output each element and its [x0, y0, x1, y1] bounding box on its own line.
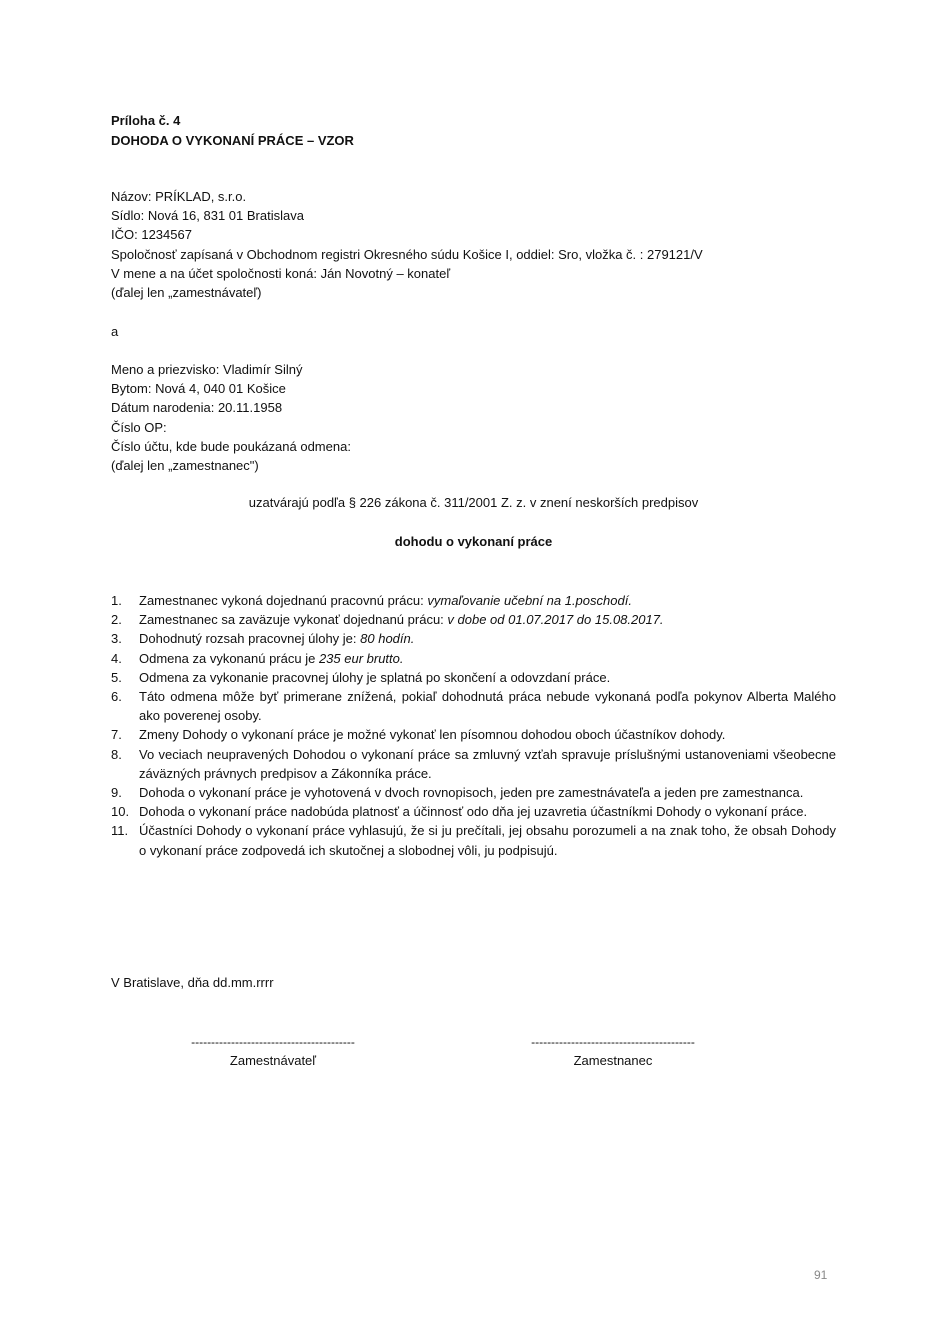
list-item: [111, 687, 836, 725]
employer-representative: V mene a na účet spoločnosti koná: Ján Novotný – konateľ: [111, 265, 451, 281]
employee-signature: [518, 1035, 708, 1071]
list-item-number: 6.: [111, 689, 122, 705]
list-item-number: 7.: [111, 727, 122, 743]
list-item-text: Účastníci Dohody o vykonaní práce vyhlasujú, že si ju prečítali, jej obsahu porozumeli a na znak toho, že obsah Dohody o vykonaní práce zodpovedá ich skutočnej a slobodnej vôli, ju podpisujú.: [139, 823, 836, 858]
list-item-number: 5.: [111, 669, 122, 685]
list-item-emphasis: vymaľovanie učební na 1.poschodí.: [427, 593, 632, 608]
list-item: [111, 802, 836, 821]
agreement-title: dohodu o vykonaní práce: [394, 534, 553, 549]
employer-signature: [178, 1035, 368, 1071]
list-item-text: Zamestnanec vykoná dojednanú pracovnú prácu:: [139, 593, 428, 608]
document-title: DOHODA O VYKONANÍ PRÁCE – VZOR: [111, 133, 354, 148]
employer-name: Názov: PRÍKLAD, s.r.o.: [111, 189, 247, 204]
list-item: [111, 610, 836, 629]
employee-birth-date: Dátum narodenia: 20.11.1958: [111, 400, 283, 416]
list-item-text: Odmena za vykonanie pracovnej úlohy je splatná po skončení a odovzdaní práce.: [139, 669, 611, 685]
place-and-date: V Bratislave, dňa dd.mm.rrrr: [111, 975, 274, 990]
list-item-number: 10.: [111, 804, 130, 820]
list-item-text: Zamestnanec sa zaväzuje vykonať dojednanú prácu:: [139, 612, 448, 628]
list-item-number: 8.: [111, 746, 122, 762]
list-item-text: Odmena za vykonanú prácu je: [139, 650, 319, 666]
employee-name: Meno a priezvisko: Vladimír Silný: [111, 362, 303, 377]
list-item-emphasis: 80 hodín.: [360, 631, 415, 647]
list-item-text: Vo veciach neupravených Dohodou o vykonaní práce sa zmluvný vzťah spravuje príslušnými ustanoveniami všeobecne záväzných právnych predpisov a Zákonníka práce.: [139, 746, 836, 781]
list-item: [111, 649, 836, 668]
list-item: [111, 745, 836, 783]
list-item-text: Zmeny Dohody o vykonaní práce je možné vykonať len písomnou dohodou oboch účastníkov dohody.: [139, 727, 726, 743]
employee-id-card: Číslo OP:: [111, 419, 167, 435]
signature-line: -----------------------------------------: [191, 1035, 355, 1049]
annex-label: Príloha č. 4: [111, 113, 181, 128]
list-item: [111, 821, 836, 859]
employer-ico: IČO: 1234567: [111, 227, 192, 243]
conjunction: a: [111, 324, 119, 339]
employee-signature-label: Zamestnanec: [573, 1053, 653, 1068]
list-item-number: 11.: [111, 823, 129, 839]
page-number: 91: [814, 1268, 828, 1282]
list-item: [111, 629, 836, 648]
list-item-number: 2.: [111, 612, 122, 628]
list-item-emphasis: v dobe od 01.07.2017 do 15.08.2017.: [447, 612, 664, 628]
list-item-number: 4.: [111, 650, 122, 666]
list-item: [111, 668, 836, 687]
list-item-text: Táto odmena môže byť primerane znížená, pokiaľ dohodnutá práca nebude vykonaná podľa pokynov Alberta Malého ako poverenej osoby.: [139, 689, 836, 724]
list-item-number: 9.: [111, 785, 122, 801]
list-item-number: 1.: [111, 593, 122, 608]
employer-alias: (ďalej len „zamestnávateľ): [111, 285, 262, 301]
list-item-text: Dohoda o vykonaní práce nadobúda platnosť a účinnosť odo dňa jej uzavretia účastníkmi Dohody o vykonaní práce.: [139, 804, 808, 820]
list-item: [111, 783, 836, 802]
employer-details: [111, 187, 703, 302]
employee-alias: (ďalej len „zamestnanec"): [111, 458, 259, 474]
legal-basis: uzatvárajú podľa § 226 zákona č. 311/2001 Z. z. v znení neskorších predpisov: [248, 495, 699, 510]
list-item-number: 3.: [111, 631, 122, 647]
list-item-emphasis: 235 eur brutto.: [318, 650, 404, 666]
document-header: [111, 111, 354, 151]
employee-address: Bytom: Nová 4, 040 01 Košice: [111, 381, 286, 397]
list-item-text: Dohoda o vykonaní práce je vyhotovená v dvoch rovnopisoch, jeden pre zamestnávateľa a jeden pre zamestnanca.: [139, 785, 804, 801]
employee-details: [111, 360, 351, 475]
signature-line: -----------------------------------------: [531, 1035, 695, 1049]
list-item: [111, 591, 836, 610]
list-item-text: Dohodnutý rozsah pracovnej úlohy je:: [139, 631, 361, 647]
agreement-terms-list: [111, 591, 836, 860]
list-item: [111, 725, 836, 744]
employee-account: Číslo účtu, kde bude poukázaná odmena:: [111, 438, 351, 454]
employer-seat: Sídlo: Nová 16, 831 01 Bratislava: [111, 208, 304, 224]
employer-register: Spoločnosť zapísaná v Obchodnom registri Okresného súdu Košice I, oddiel: Sro, vložka č. : 279121/V: [111, 246, 703, 262]
employer-signature-label: Zamestnávateľ: [229, 1053, 317, 1068]
